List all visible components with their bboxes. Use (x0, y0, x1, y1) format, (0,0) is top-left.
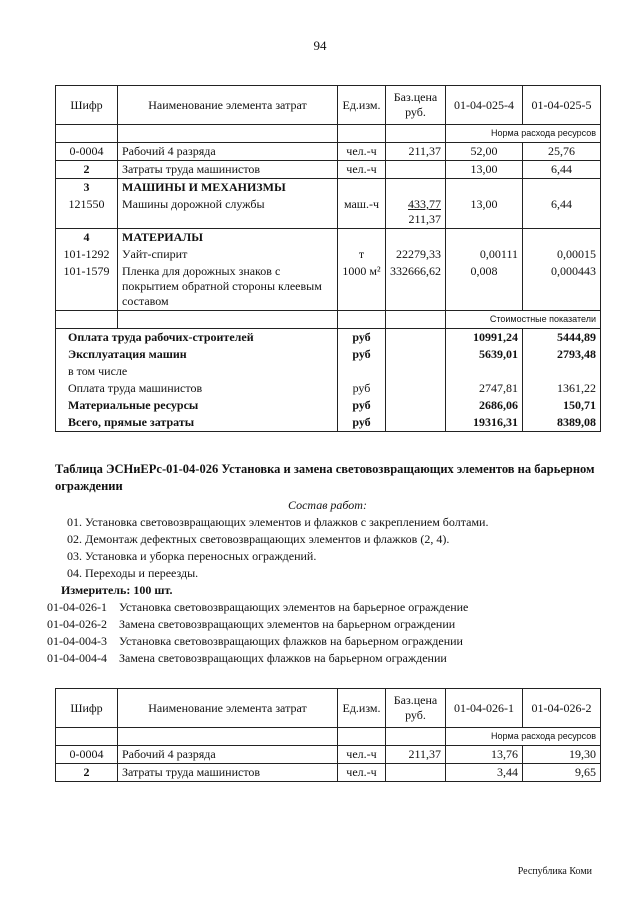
cost-row (56, 363, 601, 380)
code-row (47, 599, 600, 616)
cell-name: Затраты труда машинистов (118, 161, 338, 179)
meter-label: Измеритель: 100 шт. (61, 583, 173, 597)
cost-unit: руб (338, 329, 386, 347)
cell-code: 0-0004 (56, 746, 118, 764)
cost-value: 19316,31 (446, 414, 523, 432)
header-unit: Ед.изм. (338, 689, 386, 728)
footer-region: Республика Коми (517, 866, 592, 877)
cell-unit: чел.-ч (338, 746, 386, 764)
code-row (47, 616, 600, 633)
cost-value: 2793,48 (523, 346, 601, 363)
cost-value: 2747,81 (446, 380, 523, 397)
header-name: Наименование элемента затрат (118, 86, 338, 125)
cost-value: 5639,01 (446, 346, 523, 363)
cell-value: 0,008 (446, 263, 523, 311)
cell-name: Пленка для дорожных знаков с покрытием обратной стороны клеевым составом (118, 263, 338, 311)
work-item: 03. Установка и уборка переносных ограждений. (67, 549, 317, 563)
cost-value: 10991,24 (446, 329, 523, 347)
page-number: 94 (313, 38, 327, 53)
table-row (56, 196, 601, 229)
cost-row (56, 329, 601, 347)
price-top: 433,77 (408, 197, 441, 211)
header-col1: 01-04-025-4 (446, 86, 523, 125)
cell-unit: т (338, 246, 386, 263)
table-row (56, 161, 601, 179)
cell-name: МАШИНЫ И МЕХАНИЗМЫ (118, 179, 338, 197)
cell-name: МАТЕРИАЛЫ (118, 229, 338, 247)
code-row (47, 650, 600, 667)
section-title: Таблица ЭСНиЕРс-01-04-026 Установка и замена световозвращающих элементов на барьерном ограждении (55, 462, 595, 493)
table-row (56, 764, 601, 782)
cost-row (56, 380, 601, 397)
cell-price: 211,37 (386, 143, 446, 161)
cost-unit: руб (338, 380, 386, 397)
table-row (56, 263, 601, 311)
subheader-row (56, 728, 601, 746)
cell-code: 101-1292 (56, 246, 118, 263)
code-id: 01-04-026-2 (47, 617, 107, 631)
cell-price: 22279,33 (386, 246, 446, 263)
subheader-row (56, 311, 601, 329)
cell-value: 19,30 (523, 746, 601, 764)
cell-code: 3 (56, 179, 118, 197)
subheader-cost: Стоимостные показатели (446, 311, 601, 329)
cost-name: Всего, прямые затраты (56, 414, 338, 432)
cell-code: 121550 (56, 196, 118, 229)
cell-unit: 1000 м² (338, 263, 386, 311)
header-price: Баз.цена руб. (386, 86, 446, 125)
table-header-row (56, 86, 601, 125)
cell-code: 101-1579 (56, 263, 118, 311)
work-item: 02. Демонтаж дефектных световозвращающих элементов и флажков (2, 4). (67, 532, 450, 546)
code-text: Замена световозвращающих флажков на барьерном ограждении (119, 651, 447, 665)
header-col2: 01-04-025-5 (523, 86, 601, 125)
cell-value: 25,76 (523, 143, 601, 161)
cell-price (386, 764, 446, 782)
cell-unit: чел.-ч (338, 764, 386, 782)
cell-code: 2 (56, 161, 118, 179)
code-id: 01-04-004-4 (47, 651, 107, 665)
table-row (56, 746, 601, 764)
code-id: 01-04-026-1 (47, 600, 107, 614)
cell-price (386, 196, 446, 229)
header-col2: 01-04-026-2 (523, 689, 601, 728)
cell-code: 0-0004 (56, 143, 118, 161)
cell-value: 9,65 (523, 764, 601, 782)
table-row (56, 143, 601, 161)
composition-label: Состав работ: (288, 498, 367, 512)
header-price: Баз.цена руб. (386, 689, 446, 728)
work-item: 01. Установка световозвращающих элементов и флажков с закреплением болтами. (67, 515, 489, 529)
price-bottom: 211,37 (408, 212, 441, 226)
cost-value: 5444,89 (523, 329, 601, 347)
cell-name: Затраты труда машинистов (118, 764, 338, 782)
header-code: Шифр (56, 689, 118, 728)
cell-value: 3,44 (446, 764, 523, 782)
cost-value: 1361,22 (523, 380, 601, 397)
header-unit: Ед.изм. (338, 86, 386, 125)
cell-name: Рабочий 4 разряда (118, 746, 338, 764)
cost-value: 150,71 (523, 397, 601, 414)
cell-value: 6,44 (523, 161, 601, 179)
subheader-norm: Норма расхода ресурсов (446, 728, 601, 746)
work-item: 04. Переходы и переезды. (67, 566, 199, 580)
cell-unit: чел.-ч (338, 161, 386, 179)
cell-name: Машины дорожной службы (118, 196, 338, 229)
cell-code: 2 (56, 764, 118, 782)
cell-value: 13,00 (446, 196, 523, 229)
cell-price (386, 161, 446, 179)
subheader-norm: Норма расхода ресурсов (446, 125, 601, 143)
cost-name: Оплата труда машинистов (56, 380, 338, 397)
section-block (47, 461, 600, 667)
cost-name: Эксплуатация машин (56, 346, 338, 363)
header-code: Шифр (56, 86, 118, 125)
cost-unit: руб (338, 414, 386, 432)
cell-value: 0,000443 (523, 263, 601, 311)
code-row (47, 633, 600, 650)
cost-unit: руб (338, 397, 386, 414)
code-id: 01-04-004-3 (47, 634, 107, 648)
cell-value: 13,76 (446, 746, 523, 764)
cell-value: 0,00015 (523, 246, 601, 263)
header-col1: 01-04-026-1 (446, 689, 523, 728)
cell-price: 332666,62 (386, 263, 446, 311)
code-text: Замена световозвращающих элементов на барьерном ограждении (119, 617, 456, 631)
code-text: Установка световозвращающих элементов на барьерное ограждение (119, 600, 469, 614)
cell-value: 13,00 (446, 161, 523, 179)
cost-unit: руб (338, 346, 386, 363)
cell-name: Рабочий 4 разряда (118, 143, 338, 161)
table-row (56, 229, 601, 247)
cell-name: Уайт-спирит (118, 246, 338, 263)
header-name: Наименование элемента затрат (118, 689, 338, 728)
cell-unit: чел.-ч (338, 143, 386, 161)
table-row (56, 179, 601, 197)
cost-value: 2686,06 (446, 397, 523, 414)
cell-price: 211,37 (386, 746, 446, 764)
cost-name: Оплата труда рабочих-строителей (56, 329, 338, 347)
cost-name: в том числе (56, 363, 338, 380)
resource-table-1 (55, 85, 601, 432)
cell-value: 6,44 (523, 196, 601, 229)
cost-name: Материальные ресурсы (56, 397, 338, 414)
cost-row (56, 397, 601, 414)
cost-row (56, 346, 601, 363)
cell-code: 4 (56, 229, 118, 247)
cost-row (56, 414, 601, 432)
table-header-row (56, 689, 601, 728)
cell-unit: маш.-ч (338, 196, 386, 229)
table-row (56, 246, 601, 263)
cell-value: 0,00111 (446, 246, 523, 263)
code-text: Установка световозвращающих флажков на барьерном ограждении (119, 634, 463, 648)
resource-table-2 (55, 688, 601, 782)
cell-value: 52,00 (446, 143, 523, 161)
subheader-row (56, 125, 601, 143)
cost-value: 8389,08 (523, 414, 601, 432)
